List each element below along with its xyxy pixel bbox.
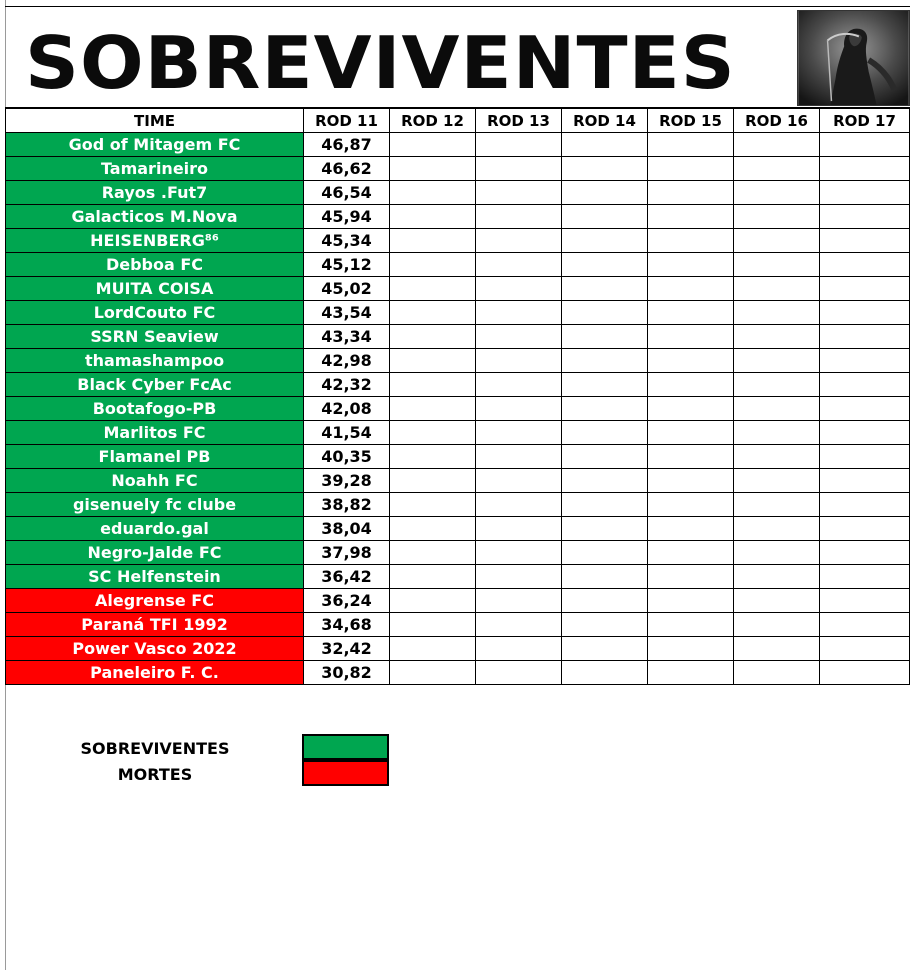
empty-round-cell[interactable] (648, 373, 734, 397)
empty-round-cell[interactable] (562, 373, 648, 397)
empty-round-cell[interactable] (820, 469, 910, 493)
empty-round-cell[interactable] (820, 253, 910, 277)
empty-round-cell[interactable] (648, 637, 734, 661)
empty-round-cell[interactable] (390, 397, 476, 421)
team-name-cell[interactable]: Power Vasco 2022 (6, 637, 304, 661)
team-name-cell[interactable]: Tamarineiro (6, 157, 304, 181)
score-cell[interactable]: 43,34 (304, 325, 390, 349)
team-name-cell[interactable]: Alegrense FC (6, 589, 304, 613)
empty-round-cell[interactable] (390, 565, 476, 589)
legend-dead-label: MORTES (117, 765, 193, 784)
table-row (6, 493, 910, 517)
column-header-round: ROD 16 (734, 109, 820, 133)
score-cell[interactable]: 45,34 (304, 229, 390, 253)
empty-round-cell[interactable] (390, 325, 476, 349)
empty-round-cell[interactable] (648, 133, 734, 157)
team-name-cell[interactable]: SC Helfenstein (6, 565, 304, 589)
empty-round-cell[interactable] (734, 661, 820, 685)
empty-round-cell[interactable] (820, 205, 910, 229)
score-cell[interactable]: 42,98 (304, 349, 390, 373)
empty-round-cell[interactable] (390, 445, 476, 469)
empty-round-cell[interactable] (390, 637, 476, 661)
empty-round-cell[interactable] (562, 589, 648, 613)
empty-round-cell[interactable] (562, 205, 648, 229)
empty-round-cell[interactable] (648, 397, 734, 421)
empty-round-cell[interactable] (476, 469, 562, 493)
empty-round-cell[interactable] (734, 589, 820, 613)
empty-round-cell[interactable] (820, 421, 910, 445)
empty-round-cell[interactable] (820, 493, 910, 517)
team-name-cell[interactable]: Negro-Jalde FC (6, 541, 304, 565)
empty-round-cell[interactable] (734, 373, 820, 397)
empty-round-cell[interactable] (476, 445, 562, 469)
team-name-cell[interactable]: Debboa FC (6, 253, 304, 277)
empty-round-cell[interactable] (734, 613, 820, 637)
empty-round-cell[interactable] (390, 181, 476, 205)
score-cell[interactable]: 32,42 (304, 637, 390, 661)
team-name-cell[interactable]: Flamanel PB (6, 445, 304, 469)
team-name-cell[interactable]: HEISENBERG⁸⁶ (6, 229, 304, 253)
empty-round-cell[interactable] (648, 469, 734, 493)
empty-round-cell[interactable] (820, 277, 910, 301)
table-row (6, 349, 910, 373)
empty-round-cell[interactable] (820, 517, 910, 541)
team-name-cell[interactable]: LordCouto FC (6, 301, 304, 325)
empty-round-cell[interactable] (476, 205, 562, 229)
team-name-cell[interactable]: Noahh FC (6, 469, 304, 493)
team-name-cell[interactable]: SSRN Seaview (6, 325, 304, 349)
empty-round-cell[interactable] (820, 589, 910, 613)
empty-round-cell[interactable] (734, 181, 820, 205)
empty-round-cell[interactable] (820, 373, 910, 397)
empty-round-cell[interactable] (648, 661, 734, 685)
empty-round-cell[interactable] (390, 493, 476, 517)
scores-table (5, 108, 910, 685)
empty-round-cell[interactable] (390, 301, 476, 325)
empty-round-cell[interactable] (820, 565, 910, 589)
table-row (6, 517, 910, 541)
empty-round-cell[interactable] (390, 277, 476, 301)
empty-round-cell[interactable] (476, 517, 562, 541)
empty-round-cell[interactable] (820, 637, 910, 661)
title-block (5, 7, 910, 108)
score-cell[interactable]: 42,08 (304, 397, 390, 421)
table-row (6, 397, 910, 421)
table-row (6, 661, 910, 685)
column-header-round: ROD 13 (476, 109, 562, 133)
empty-round-cell[interactable] (562, 181, 648, 205)
table-row (6, 133, 910, 157)
empty-round-cell[interactable] (390, 613, 476, 637)
team-name-cell[interactable]: MUITA COISA (6, 277, 304, 301)
empty-round-cell[interactable] (734, 517, 820, 541)
empty-round-cell[interactable] (390, 229, 476, 253)
empty-round-cell[interactable] (562, 493, 648, 517)
score-cell[interactable]: 36,42 (304, 565, 390, 589)
empty-round-cell[interactable] (648, 229, 734, 253)
empty-round-cell[interactable] (562, 253, 648, 277)
score-cell[interactable]: 46,54 (304, 181, 390, 205)
empty-round-cell[interactable] (820, 349, 910, 373)
score-cell[interactable]: 46,87 (304, 133, 390, 157)
empty-round-cell[interactable] (734, 565, 820, 589)
empty-round-cell[interactable] (648, 277, 734, 301)
empty-round-cell[interactable] (562, 541, 648, 565)
empty-round-cell[interactable] (390, 133, 476, 157)
empty-round-cell[interactable] (648, 541, 734, 565)
empty-round-cell[interactable] (820, 445, 910, 469)
empty-round-cell[interactable] (476, 229, 562, 253)
table-row (6, 541, 910, 565)
empty-round-cell[interactable] (734, 541, 820, 565)
score-cell[interactable]: 38,82 (304, 493, 390, 517)
empty-round-cell[interactable] (648, 181, 734, 205)
empty-round-cell[interactable] (476, 613, 562, 637)
empty-round-cell[interactable] (476, 133, 562, 157)
empty-round-cell[interactable] (476, 301, 562, 325)
empty-round-cell[interactable] (562, 325, 648, 349)
empty-round-cell[interactable] (476, 493, 562, 517)
empty-round-cell[interactable] (476, 421, 562, 445)
empty-round-cell[interactable] (734, 133, 820, 157)
empty-round-cell[interactable] (476, 397, 562, 421)
legend-dead-swatch (302, 760, 389, 786)
score-cell[interactable]: 45,94 (304, 205, 390, 229)
empty-round-cell[interactable] (562, 565, 648, 589)
legend-alive-label: SOBREVIVENTES (80, 739, 230, 758)
empty-round-cell[interactable] (562, 229, 648, 253)
empty-round-cell[interactable] (390, 661, 476, 685)
column-header-round: ROD 17 (820, 109, 910, 133)
table-row (6, 253, 910, 277)
empty-round-cell[interactable] (390, 157, 476, 181)
empty-round-cell[interactable] (390, 373, 476, 397)
empty-round-cell[interactable] (390, 253, 476, 277)
empty-round-cell[interactable] (648, 421, 734, 445)
team-name-cell[interactable]: Galacticos M.Nova (6, 205, 304, 229)
empty-round-cell[interactable] (734, 325, 820, 349)
empty-round-cell[interactable] (562, 613, 648, 637)
table-row (6, 445, 910, 469)
empty-round-cell[interactable] (734, 469, 820, 493)
empty-round-cell[interactable] (390, 517, 476, 541)
empty-round-cell[interactable] (476, 253, 562, 277)
team-name-cell[interactable]: Black Cyber FcAc (6, 373, 304, 397)
empty-round-cell[interactable] (734, 229, 820, 253)
team-name-cell[interactable]: Paraná TFI 1992 (6, 613, 304, 637)
empty-round-cell[interactable] (476, 637, 562, 661)
table-row (6, 277, 910, 301)
empty-round-cell[interactable] (476, 541, 562, 565)
empty-round-cell[interactable] (476, 325, 562, 349)
column-header-team: TIME (6, 109, 304, 133)
score-cell[interactable]: 36,24 (304, 589, 390, 613)
column-header-round: ROD 11 (304, 109, 390, 133)
column-header-round: ROD 12 (390, 109, 476, 133)
empty-round-cell[interactable] (734, 493, 820, 517)
empty-round-cell[interactable] (734, 301, 820, 325)
empty-round-cell[interactable] (648, 493, 734, 517)
table-row (6, 637, 910, 661)
empty-round-cell[interactable] (820, 157, 910, 181)
score-cell[interactable]: 43,54 (304, 301, 390, 325)
empty-round-cell[interactable] (820, 133, 910, 157)
empty-round-cell[interactable] (390, 349, 476, 373)
empty-round-cell[interactable] (648, 517, 734, 541)
empty-round-cell[interactable] (648, 253, 734, 277)
empty-round-cell[interactable] (562, 517, 648, 541)
team-name-cell[interactable]: God of Mitagem FC (6, 133, 304, 157)
empty-round-cell[interactable] (562, 469, 648, 493)
column-header-round: ROD 15 (648, 109, 734, 133)
empty-round-cell[interactable] (476, 589, 562, 613)
table-row (6, 373, 910, 397)
empty-round-cell[interactable] (562, 133, 648, 157)
empty-round-cell[interactable] (820, 181, 910, 205)
empty-round-cell[interactable] (820, 301, 910, 325)
page-title: SOBREVIVENTES (25, 21, 736, 105)
empty-round-cell[interactable] (734, 277, 820, 301)
empty-round-cell[interactable] (734, 253, 820, 277)
empty-round-cell[interactable] (734, 637, 820, 661)
empty-round-cell[interactable] (648, 301, 734, 325)
score-cell[interactable]: 38,04 (304, 517, 390, 541)
empty-round-cell[interactable] (390, 421, 476, 445)
empty-round-cell[interactable] (820, 397, 910, 421)
score-cell[interactable]: 39,28 (304, 469, 390, 493)
table-row (6, 229, 910, 253)
team-name-cell[interactable]: Rayos .Fut7 (6, 181, 304, 205)
empty-round-cell[interactable] (562, 421, 648, 445)
empty-round-cell[interactable] (648, 445, 734, 469)
empty-round-cell[interactable] (734, 397, 820, 421)
table-row (6, 181, 910, 205)
table-row (6, 565, 910, 589)
score-cell[interactable]: 40,35 (304, 445, 390, 469)
empty-round-cell[interactable] (390, 469, 476, 493)
score-cell[interactable]: 37,98 (304, 541, 390, 565)
empty-round-cell[interactable] (562, 301, 648, 325)
empty-round-cell[interactable] (734, 349, 820, 373)
header-row (6, 109, 910, 133)
score-cell[interactable]: 41,54 (304, 421, 390, 445)
table-row (6, 205, 910, 229)
empty-round-cell[interactable] (820, 613, 910, 637)
empty-round-cell[interactable] (390, 205, 476, 229)
team-name-cell[interactable]: thamashampoo (6, 349, 304, 373)
empty-round-cell[interactable] (476, 373, 562, 397)
grim-reaper-image (797, 10, 910, 106)
table-row (6, 469, 910, 493)
score-cell[interactable]: 45,12 (304, 253, 390, 277)
table-row (6, 157, 910, 181)
table-row (6, 589, 910, 613)
table-body (6, 133, 910, 685)
score-cell[interactable]: 42,32 (304, 373, 390, 397)
empty-round-cell[interactable] (476, 277, 562, 301)
empty-round-cell[interactable] (476, 349, 562, 373)
empty-round-cell[interactable] (562, 277, 648, 301)
empty-round-cell[interactable] (820, 229, 910, 253)
score-cell[interactable]: 30,82 (304, 661, 390, 685)
empty-round-cell[interactable] (562, 397, 648, 421)
empty-round-cell[interactable] (820, 541, 910, 565)
team-name-cell[interactable]: Paneleiro F. C. (6, 661, 304, 685)
legend-alive-swatch (302, 734, 389, 760)
table-row (6, 325, 910, 349)
team-name-cell[interactable]: Marlitos FC (6, 421, 304, 445)
empty-round-cell[interactable] (562, 157, 648, 181)
empty-round-cell[interactable] (648, 613, 734, 637)
team-name-cell[interactable]: gisenuely fc clube (6, 493, 304, 517)
empty-round-cell[interactable] (648, 349, 734, 373)
empty-round-cell[interactable] (562, 445, 648, 469)
empty-round-cell[interactable] (648, 565, 734, 589)
team-name-cell[interactable]: eduardo.gal (6, 517, 304, 541)
empty-round-cell[interactable] (390, 589, 476, 613)
empty-round-cell[interactable] (734, 445, 820, 469)
empty-round-cell[interactable] (648, 157, 734, 181)
empty-round-cell[interactable] (476, 157, 562, 181)
empty-round-cell[interactable] (562, 637, 648, 661)
empty-round-cell[interactable] (820, 325, 910, 349)
score-cell[interactable]: 34,68 (304, 613, 390, 637)
empty-round-cell[interactable] (820, 661, 910, 685)
score-cell[interactable]: 45,02 (304, 277, 390, 301)
empty-round-cell[interactable] (648, 589, 734, 613)
empty-round-cell[interactable] (562, 661, 648, 685)
empty-round-cell[interactable] (476, 661, 562, 685)
column-header-round: ROD 14 (562, 109, 648, 133)
empty-round-cell[interactable] (734, 421, 820, 445)
empty-round-cell[interactable] (476, 565, 562, 589)
empty-round-cell[interactable] (648, 205, 734, 229)
empty-round-cell[interactable] (476, 181, 562, 205)
empty-round-cell[interactable] (562, 349, 648, 373)
empty-round-cell[interactable] (734, 205, 820, 229)
score-cell[interactable]: 46,62 (304, 157, 390, 181)
empty-round-cell[interactable] (648, 325, 734, 349)
table-row (6, 421, 910, 445)
team-name-cell[interactable]: Bootafogo-PB (6, 397, 304, 421)
table-row (6, 613, 910, 637)
empty-round-cell[interactable] (734, 157, 820, 181)
empty-round-cell[interactable] (390, 541, 476, 565)
table-row (6, 301, 910, 325)
